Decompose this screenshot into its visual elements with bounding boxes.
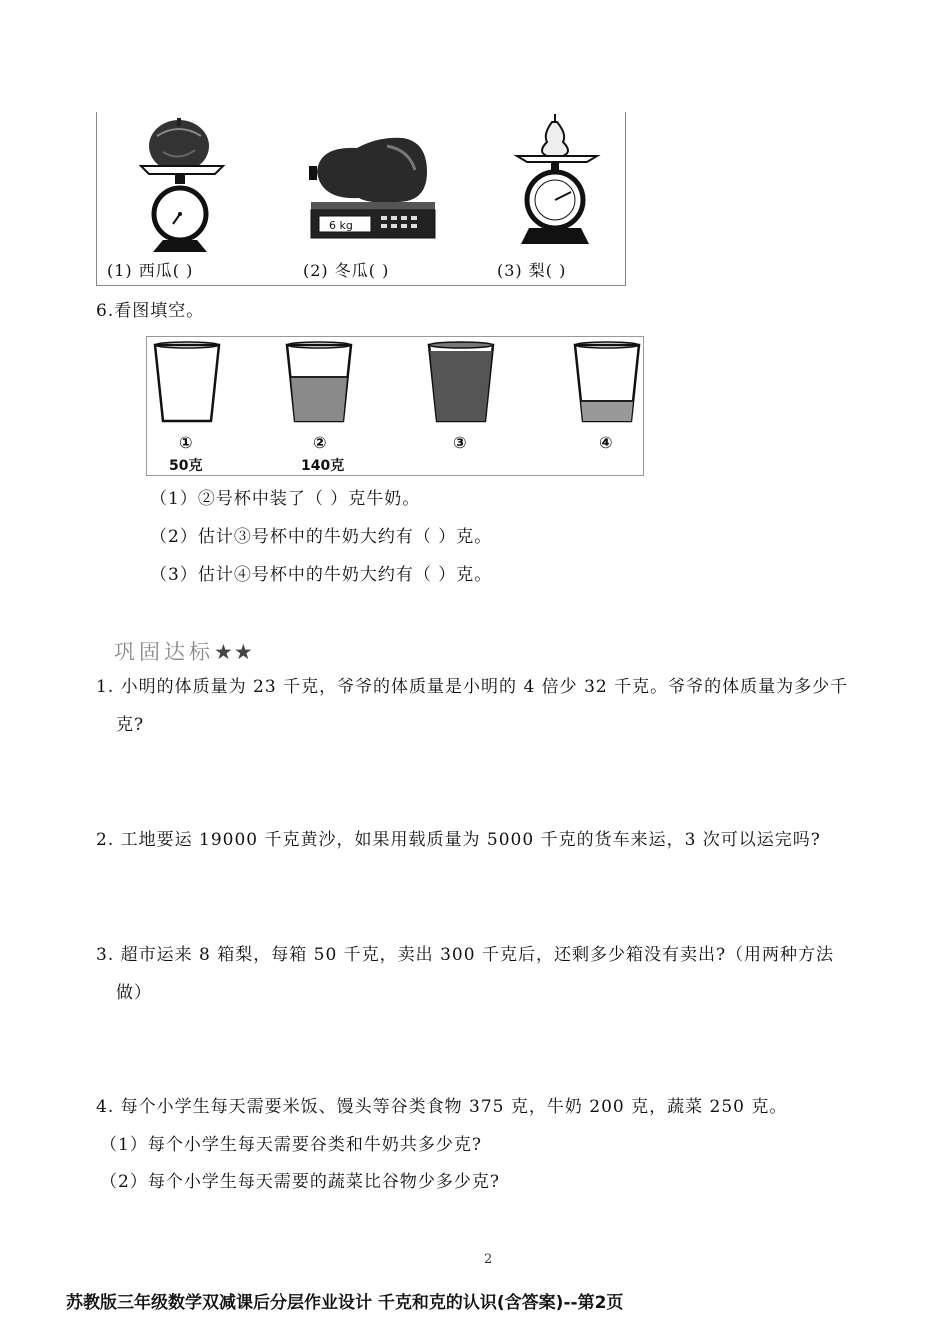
cups-figure [146,336,644,476]
wintermelon-scale-icon [309,138,435,238]
problem-1-line-1: 1. 小明的体质量为 23 千克，爷爷的体质量是小明的 4 倍少 32 千克。爷爷的体质量为多少千 [96,677,849,697]
problem-4-part-2: （2）每个小学生每天需要的蔬菜比谷物少多少克? [100,1172,500,1192]
cup-4-number: ④ [599,433,613,452]
section-title: 巩固达标 [114,640,214,664]
question-6-title: 6.看图填空。 [96,301,205,321]
problem-2: 2. 工地要运 19000 千克黄沙，如果用载质量为 5000 千克的货车来运，3 次可以运完吗? [96,830,821,850]
digital-scale-display: 6 kg [329,219,353,232]
pear-label: (3) 梨( ) [497,261,567,280]
question-6-item-1: （1）②号杯中装了（ ）克牛奶。 [150,489,421,509]
cup-2-milk-icon [287,342,351,421]
cup-2-weight: 140克 [301,458,345,474]
cup-2-number: ② [313,433,327,452]
page-number: 2 [484,1252,493,1267]
question-6-item-3: （3）估计④号杯中的牛奶大约有（ ）克。 [150,565,493,585]
problem-4-part-1: （1）每个小学生每天需要谷类和牛奶共多少克? [100,1135,482,1155]
section-heading [114,636,254,666]
problem-3-line-1: 3. 超市运来 8 箱梨，每箱 50 千克，卖出 300 千克后，还剩多少箱没有卖出?（用两种方法 [96,945,835,965]
watermelon-scale-icon [141,118,223,252]
pear-scale-icon [517,114,597,244]
problem-1-line-2: 克? [116,715,145,735]
section-stars: ★★ [214,640,254,664]
wintermelon-label: (2) 冬瓜( ) [303,261,390,280]
cups-illustration [147,337,645,477]
document-footer: 苏教版三年级数学双减课后分层作业设计 千克和克的认识(含答案)--第2页 [66,1293,624,1313]
cup-3-number: ③ [453,433,467,452]
scales-figure [96,112,626,286]
problem-4: 4. 每个小学生每天需要米饭、馒头等谷类食物 375 克，牛奶 200 克，蔬菜 250 克。 [96,1097,788,1117]
question-6-item-2: （2）估计③号杯中的牛奶大约有（ ）克。 [150,527,493,547]
cup-1-number: ① [179,433,193,452]
cup-1-empty-icon [155,342,219,421]
problem-3-line-2: 做） [116,983,152,1003]
cup-3-full-milk-icon [429,342,493,421]
watermelon-label: (1) 西瓜( ) [107,261,194,280]
cup-4-little-milk-icon [575,342,639,421]
cup-1-weight: 50克 [169,458,203,474]
